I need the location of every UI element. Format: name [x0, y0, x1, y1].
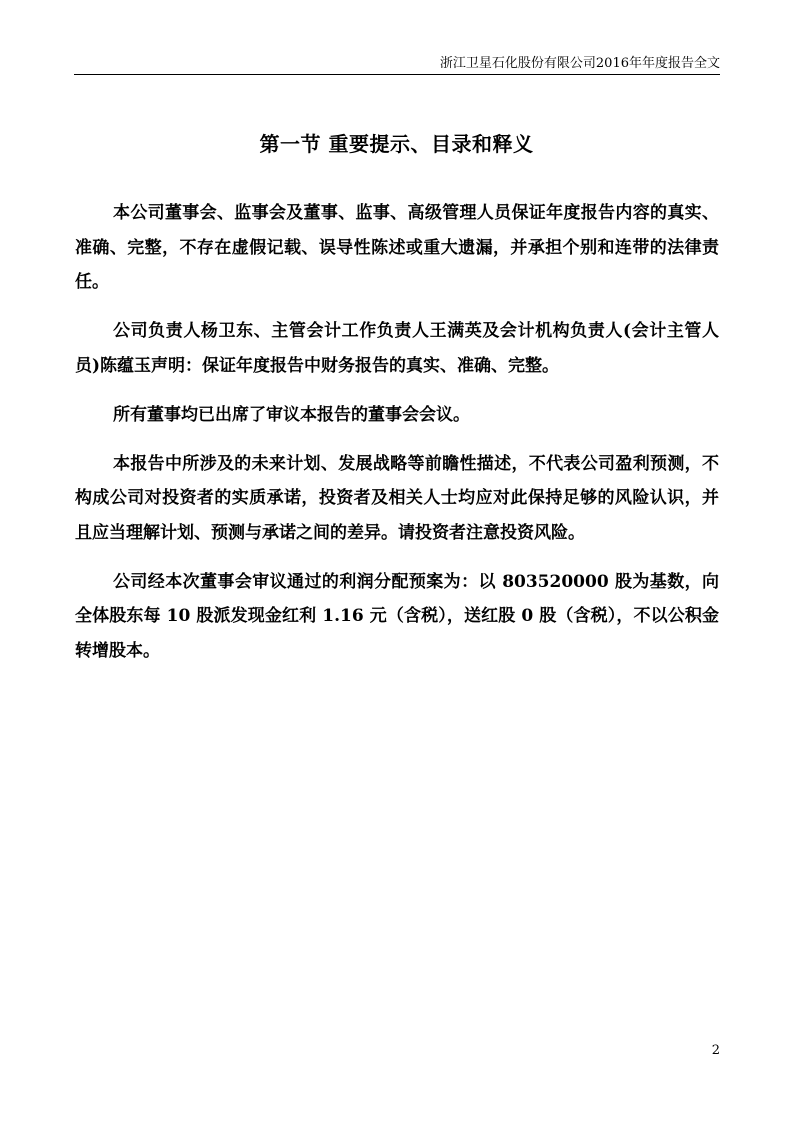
header-title: 浙江卫星石化股份有限公司2016年年度报告全文 [439, 56, 720, 71]
paragraph-officer-declaration: 公司负责人杨卫东、主管会计工作负责人王满英及会计机构负责人(会计主管人员)陈蕴玉声明：保证年度报告中财务报告的真实、准确、完整。 [75, 321, 719, 376]
paragraph-board-attendance: 所有董事均已出席了审议本报告的董事会会议。 [113, 404, 470, 425]
page-header [74, 56, 720, 75]
paragraph-responsibility-statement: 本公司董事会、监事会及董事、监事、高级管理人员保证年度报告内容的真实、准确、完整，不存在虚假记载、误导性陈述或重大遗漏，并承担个别和连带的法律责任。 [75, 203, 719, 292]
document-body [75, 196, 719, 683]
paragraph-profit-distribution: 公司经本次董事会审议通过的利润分配预案为：以 803520000 股为基数，向全体股东每 10 股派发现金红利 1.16 元（含税），送红股 0 股（含税），不以公积金转增股本。 [75, 571, 719, 661]
page-number: 2 [711, 1043, 720, 1058]
paragraph-forward-looking-disclaimer: 本报告中所涉及的未来计划、发展战略等前瞻性描述，不代表公司盈利预测，不构成公司对投资者的实质承诺，投资者及相关人士均应对此保持足够的风险认识，并且应当理解计划、预测与承诺之间的差异。请投资者注意投资风险。 [75, 453, 719, 543]
section-title: 第一节 重要提示、目录和释义 [259, 132, 534, 156]
